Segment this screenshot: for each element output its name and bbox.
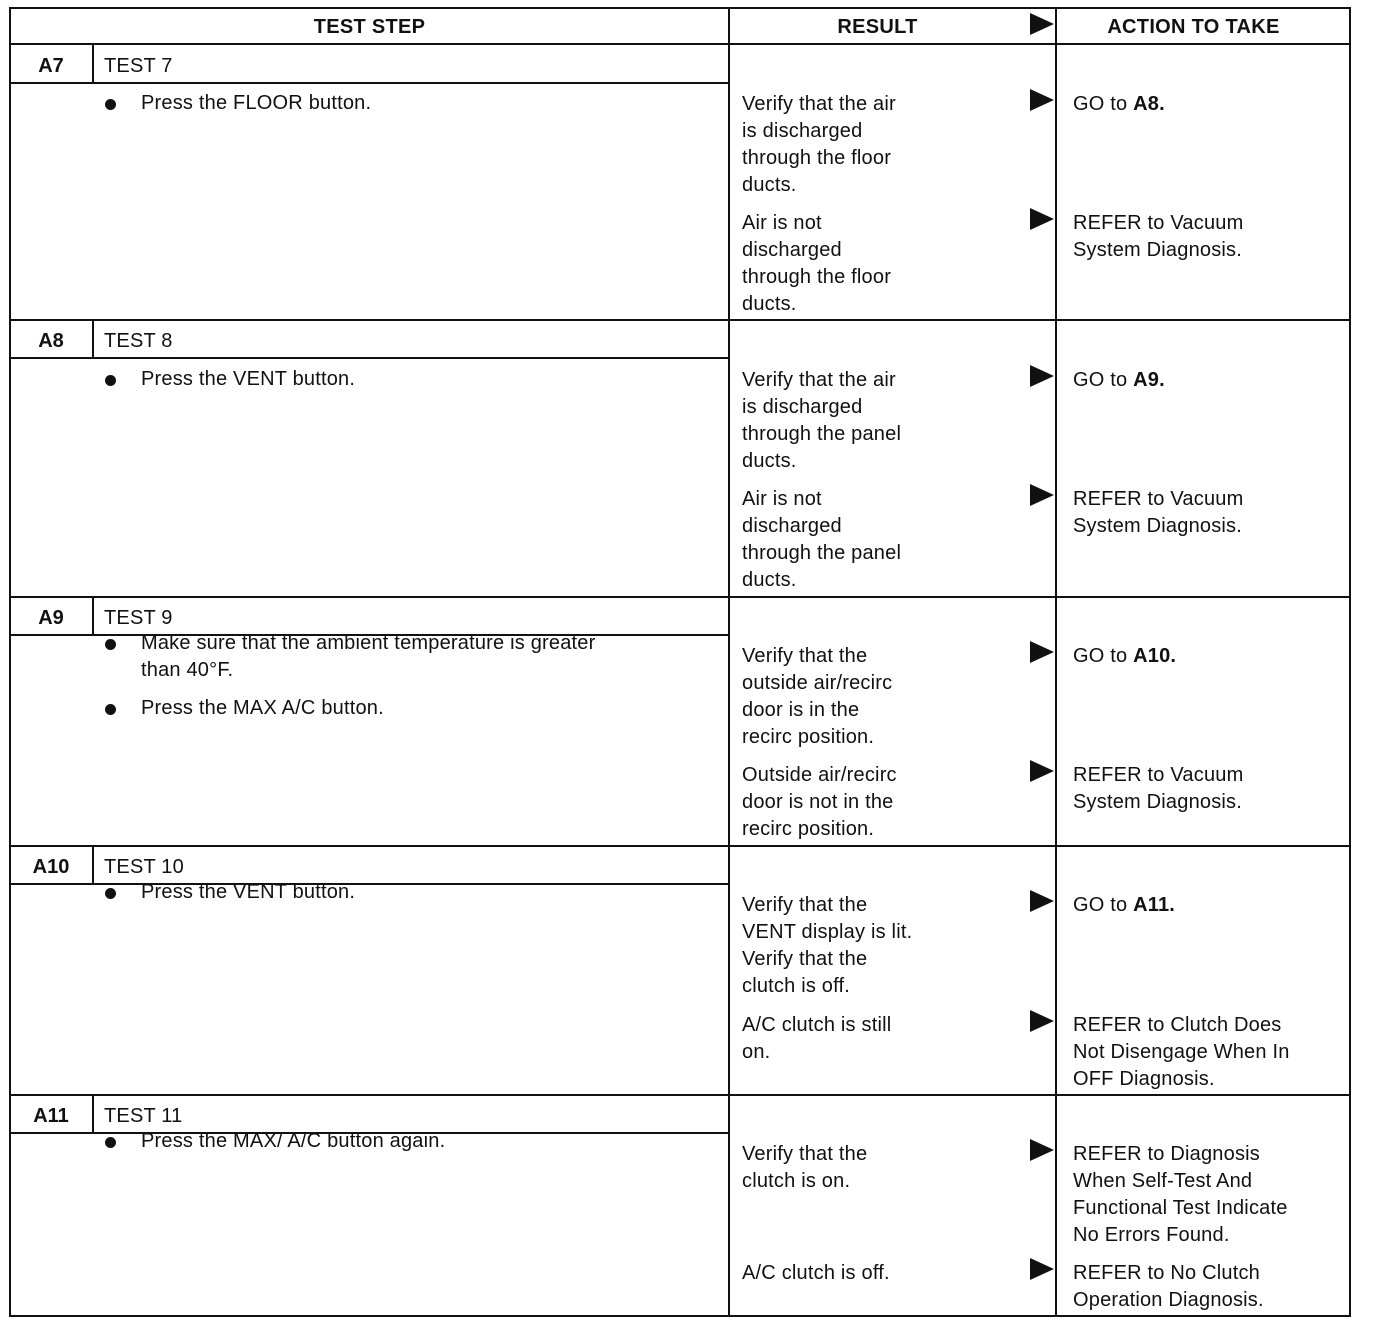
step-separator <box>9 1094 1351 1096</box>
step-title-underline <box>9 82 728 84</box>
step-id-a10: A10 <box>32 856 70 878</box>
instruction-text: Press the MAX A/C button. <box>141 697 384 719</box>
instruction-text: Press the VENT button. <box>141 368 356 390</box>
instruction-text: Make sure that the ambient temperature is greater than 40°F. <box>141 632 596 681</box>
step-title-a7: TEST 7 <box>104 55 173 77</box>
header-result: RESULT <box>837 16 918 38</box>
result-text: A/C clutch is still on. <box>742 1014 892 1063</box>
action-column-divider <box>1055 7 1057 1317</box>
result-arrow-icon <box>1030 760 1054 782</box>
step-id-divider <box>92 846 94 884</box>
step-id-divider <box>92 597 94 635</box>
result-column-divider <box>728 7 730 1317</box>
result-text: Verify that the clutch is on. <box>742 1143 868 1192</box>
bullet-icon <box>105 639 116 650</box>
step-id-a9: A9 <box>38 607 64 629</box>
action-target-step: A10. <box>1133 645 1177 667</box>
action-target-step: A11. <box>1133 894 1176 916</box>
table-top-border <box>9 7 1351 9</box>
result-arrow-icon <box>1030 641 1054 663</box>
step-id-divider <box>92 45 94 83</box>
action-target-step: A8. <box>1133 93 1165 115</box>
bullet-icon <box>105 704 116 715</box>
result-arrow-icon <box>1030 1139 1054 1161</box>
bullet-icon <box>105 888 116 899</box>
bullet-icon <box>105 1137 116 1148</box>
step-title-underline <box>9 357 728 359</box>
result-arrow-icon <box>1030 208 1054 230</box>
result-arrow-icon <box>1030 484 1054 506</box>
header-bottom-border <box>9 43 1351 45</box>
result-text: A/C clutch is off. <box>742 1262 890 1284</box>
step-title-a10: TEST 10 <box>104 856 184 878</box>
step-separator <box>9 319 1351 321</box>
action-text: REFER to Vacuum System Diagnosis. <box>1073 764 1244 813</box>
step-separator <box>9 596 1351 598</box>
result-arrow-icon <box>1030 1258 1054 1280</box>
instruction-text: Press the FLOOR button. <box>141 92 372 114</box>
action-text: GO to A11. <box>1073 894 1176 916</box>
step-id-a8: A8 <box>38 330 64 352</box>
bullet-icon <box>105 99 116 110</box>
table-right-border <box>1349 7 1351 1317</box>
step-title-a9: TEST 9 <box>104 607 173 629</box>
result-text: Verify that the VENT display is lit. Verify that the clutch is off. <box>742 894 913 997</box>
table-bottom-border <box>9 1315 1351 1317</box>
action-text: REFER to Vacuum System Diagnosis. <box>1073 212 1244 261</box>
bullet-icon <box>105 375 116 386</box>
action-text: GO to A10. <box>1073 645 1177 667</box>
result-arrow-icon <box>1030 890 1054 912</box>
action-text: REFER to Clutch Does Not Disengage When In OFF Diagnosis. <box>1073 1014 1290 1090</box>
instruction-text: Press the MAX/ A/C button again. <box>141 1130 446 1152</box>
header-action: ACTION TO TAKE <box>1107 16 1280 38</box>
step-id-divider <box>92 320 94 358</box>
result-arrow-icon <box>1030 1010 1054 1032</box>
result-text: Verify that the outside air/recirc door is in the recirc position. <box>742 645 893 748</box>
step-id-a7: A7 <box>38 55 64 77</box>
result-text: Air is not discharged through the panel ducts. <box>742 488 902 591</box>
step-separator <box>9 845 1351 847</box>
result-text: Verify that the air is discharged through the panel ducts. <box>742 369 902 472</box>
result-arrow-icon <box>1030 89 1054 111</box>
header-arrow-icon <box>1030 13 1054 35</box>
result-text: Verify that the air is discharged through the floor ducts. <box>742 93 896 196</box>
step-title-a11: TEST 11 <box>104 1105 183 1127</box>
action-text: REFER to No Clutch Operation Diagnosis. <box>1073 1262 1264 1311</box>
action-target-step: A9. <box>1133 369 1165 391</box>
instruction-text: Press the VENT button. <box>141 881 356 903</box>
action-text: REFER to Diagnosis When Self-Test And Functional Test Indicate No Errors Found. <box>1073 1143 1288 1246</box>
action-text: REFER to Vacuum System Diagnosis. <box>1073 488 1244 537</box>
step-title-a8: TEST 8 <box>104 330 173 352</box>
result-text: Outside air/recirc door is not in the recirc position. <box>742 764 897 840</box>
header-test-step: TEST STEP <box>313 16 426 38</box>
action-text: GO to A8. <box>1073 93 1165 115</box>
step-id-a11: A11 <box>33 1105 69 1127</box>
action-text: GO to A9. <box>1073 369 1165 391</box>
result-text: Air is not discharged through the floor ducts. <box>742 212 892 315</box>
result-arrow-icon <box>1030 365 1054 387</box>
step-id-divider <box>92 1095 94 1133</box>
